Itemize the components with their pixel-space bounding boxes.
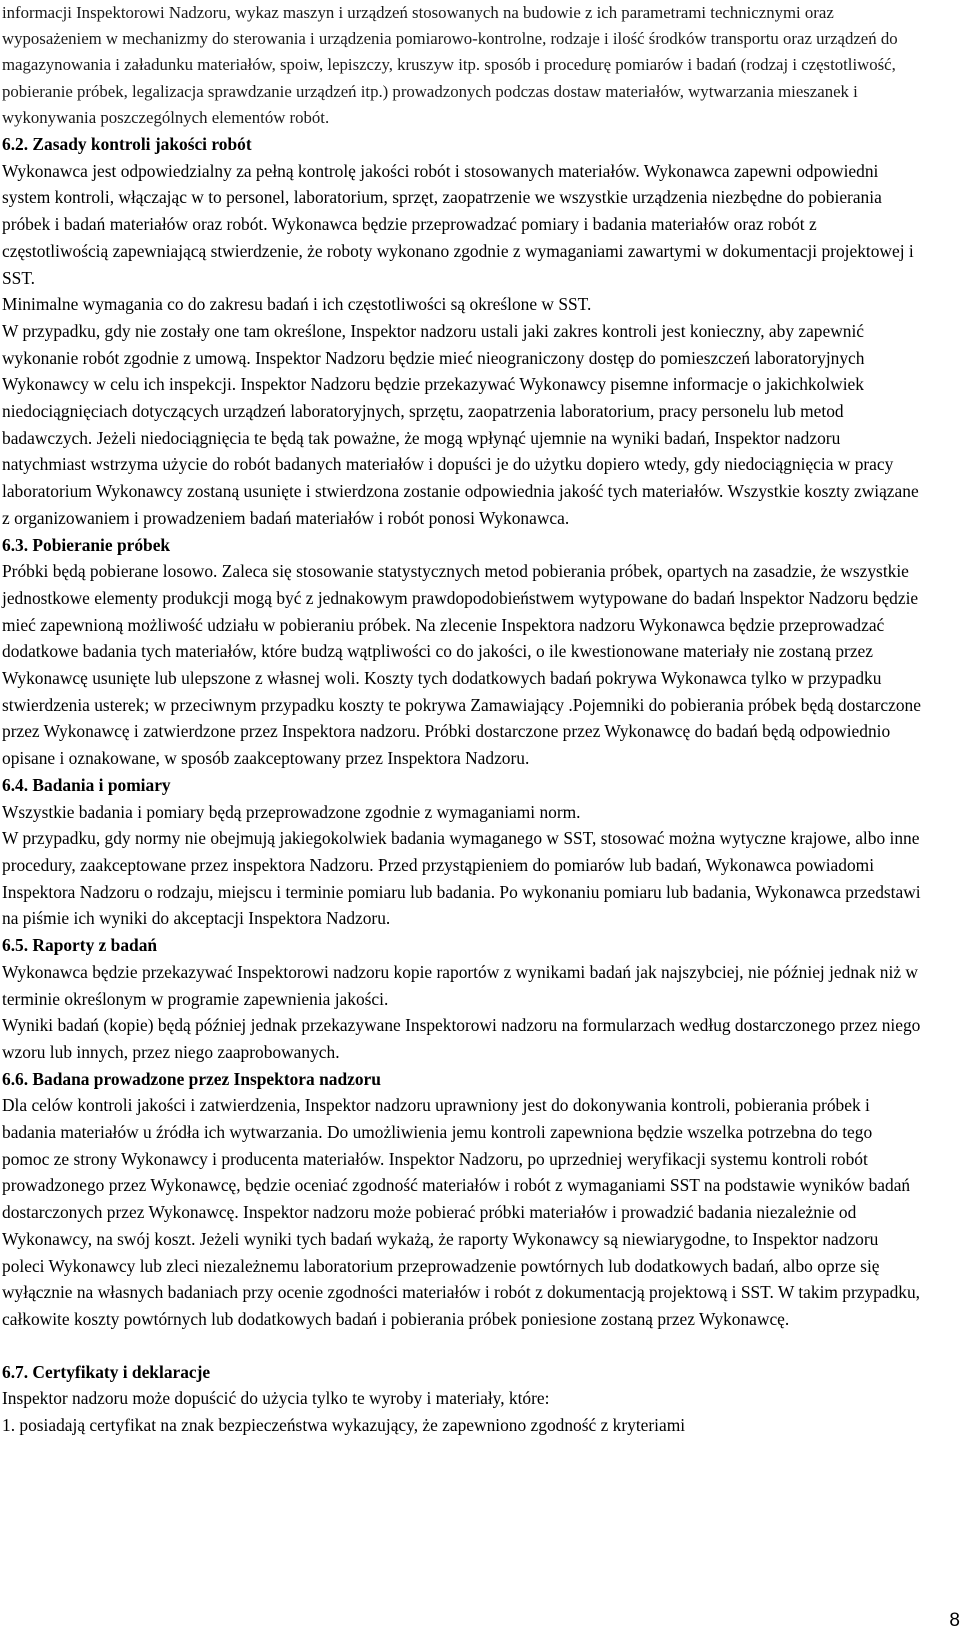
section-6-4-paragraph-1: Wszystkie badania i pomiary będą przeprowadzone zgodnie z wymaganiami norm. [2,801,581,822]
section-6-5-paragraph-1: Wykonawca będzie przekazywać Inspektorowi nadzoru kopie raportów z wynikami badań jak najszybciej, nie później jednak niż w terminie określonym w programie zapewnienia jakości. [2,961,918,1009]
section-6-2-paragraph-2: Minimalne wymagania co do zakresu badań i ich częstotliwości są określone w SST. [2,294,592,315]
section-6-2-heading: 6.2. Zasady kontroli jakości robót [2,134,252,155]
section-6-2-paragraph-1: Wykonawca jest odpowiedzialny za pełną kontrolę jakości robót i stosowanych materiałów. Wykonawca zapewni odpowiedni system kontroli, włączając w to personel, laboratorium, sprzęt, zaopatrzenie we wszystkie urządzenia niezbędne do pobierania próbek i badań materiałów oraz robót. Wykonawca będzie przeprowadzać pomiary i badania materiałów oraz robót z częstotliwością zapewniającą stwierdzenie, że roboty wykonano zgodnie z wymaganiami zawartymi w dokumentacji projektowej i SST. [2,160,914,288]
section-6-7-paragraph-1: Inspektor nadzoru może dopuścić do użycia tylko te wyroby i materiały, które: [2,1388,550,1409]
section-6-5-heading: 6.5. Raporty z badań [2,935,158,956]
section-6-3-heading: 6.3. Pobieranie próbek [2,534,171,555]
intro-paragraph: informacji Inspektorowi Nadzoru, wykaz maszyn i urządzeń stosowanych na budowie z ich parametrami technicznymi oraz wyposażeniem w mechanizmy do sterowania i urządzenia pomiarowo-kontrolne, rodzaje i ilość środków transportu oraz urządzeń do magazynowania i załadunku materiałów, spoiw, lepiszczy, kruszyw itp. sposób i procedurę pomiarów i badań (rodzaj i częstotliwość, pobieranie próbek, legalizacja sprawdzanie urządzeń itp.) prowadzonych podczas dostaw materiałów, wytwarzania mieszanek i wykonywania poszczególnych elementów robót. [2,3,898,127]
page-number: 8 [949,1610,960,1631]
section-6-6-paragraph-1: Dla celów kontroli jakości i zatwierdzenia, Inspektor nadzoru uprawniony jest do dokonywania kontroli, pobierania próbek i badania materiałów u źródła ich wytwarzania. Do umożliwienia jemu kontroli zapewniona będzie wszelka potrzebna do tego pomoc ze strony Wykonawcy i producenta materiałów. Inspektor Nadzoru, po uprzedniej weryfikacji systemu kontroli robót prowadzonego przez Wykonawcę, będzie oceniać zgodność materiałów i robót z wymaganiami SST na podstawie wyników badań dostarczonych przez Wykonawcę. Inspektor nadzoru może pobierać próbki materiałów i prowadzić badania niezależnie od Wykonawcy, na swój koszt. Jeżeli wyniki tych badań wykażą, że raporty Wykonawcy są niewiarygodne, to Inspektor nadzoru poleci Wykonawcy lub zleci niezależnemu laboratorium przeprowadzenie powtórnych lub dodatkowych badań, albo oprze się wyłącznie na własnych badaniach przy ocenie zgodności materiałów i robót z dokumentacją projektową i SST. W takim przypadku, całkowite koszty powtórnych lub dodatkowych badań i pobierania próbek poniesione zostaną przez Wykonawcę. [2,1095,921,1329]
section-6-4-paragraph-2: W przypadku, gdy normy nie obejmują jakiegokolwiek badania wymaganego w SST, stosować można wytyczne krajowe, albo inne procedury, zaakceptowane przez inspektora Nadzoru. Przed przystąpieniem do pomiarów lub badań, Wykonawca powiadomi Inspektora Nadzoru o rodzaju, miejscu i terminie pomiaru lub badania. Po wykonaniu pomiaru lub badania, Wykonawca przedstawi na piśmie ich wyniki do akceptacji Inspektora Nadzoru. [2,828,921,929]
section-6-2-paragraph-3: W przypadku, gdy nie zostały one tam określone, Inspektor nadzoru ustali jaki zakres kontroli jest konieczny, aby zapewnić wykonanie robót zgodnie z umową. Inspektor Nadzoru będzie mieć nieograniczony dostęp do pomieszczeń laboratoryjnych Wykonawcy w celu ich inspekcji. Inspektor Nadzoru będzie przekazywać Wykonawcy pisemne informacje o jakichkolwiek niedociągnięciach dotyczących urządzeń laboratoryjnych, sprzętu, zaopatrzenia laboratorium, pracy personelu lub metod badawczych. Jeżeli niedociągnięcia te będą tak poważne, że mogą wpłynąć ujemnie na wyniki badań, Inspektor nadzoru natychmiast wstrzyma użycie do robót badanych materiałów i dopuści je do użytku dopiero wtedy, gdy niedociągnięcia w pracy laboratorium Wykonawcy zostaną usunięte i stwierdzona zostanie odpowiednia jakość tych materiałów. Wszystkie koszty związane z organizowaniem i prowadzeniem badań materiałów i robót ponosi Wykonawca. [2,320,919,528]
section-6-7-list-item-1: 1. posiadają certyfikat na znak bezpieczeństwa wykazujący, że zapewniono zgodność z kryteriami [2,1415,686,1436]
section-6-7-heading: 6.7. Certyfikaty i deklaracje [2,1361,211,1382]
section-6-4-heading: 6.4. Badania i pomiary [2,774,171,795]
section-6-3-paragraph-1: Próbki będą pobierane losowo. Zaleca się stosowanie statystycznych metod pobierania próbek, opartych na zasadzie, że wszystkie jednostkowe elementy produkcji mogą być z jednakowym prawdopodobieństwem wytypowane do badań lnspektor Nadzoru będzie mieć zapewnioną możliwość udziału w pobieraniu próbek. Na zlecenie Inspektora nadzoru Wykonawca będzie przeprowadzać dodatkowe badania tych materiałów, które budzą wątpliwości co do jakości, o ile kwestionowane materiały nie zostaną przez Wykonawcę usunięte lub ulepszone z własnej woli. Koszty tych dodatkowych badań pokrywa Wykonawca tylko w przypadku stwierdzenia usterek; w przeciwnym przypadku koszty te pokrywa Zamawiający .Pojemniki do pobierania próbek będą dostarczone przez Wykonawcę i zatwierdzone przez Inspektora nadzoru. Próbki dostarczone przez Wykonawcę do badań będą odpowiednio opisane i oznakowane, w sposób zaakceptowany przez Inspektora Nadzoru. [2,561,921,769]
section-6-6-heading: 6.6. Badana prowadzone przez Inspektora nadzoru [2,1068,381,1089]
section-6-5-paragraph-2: Wyniki badań (kopie) będą później jednak przekazywane Inspektorowi nadzoru na formularzach według dostarczonego przez niego wzoru lub innych, przez niego zaaprobowanych. [2,1015,921,1062]
paragraph-gap [2,1333,922,1359]
